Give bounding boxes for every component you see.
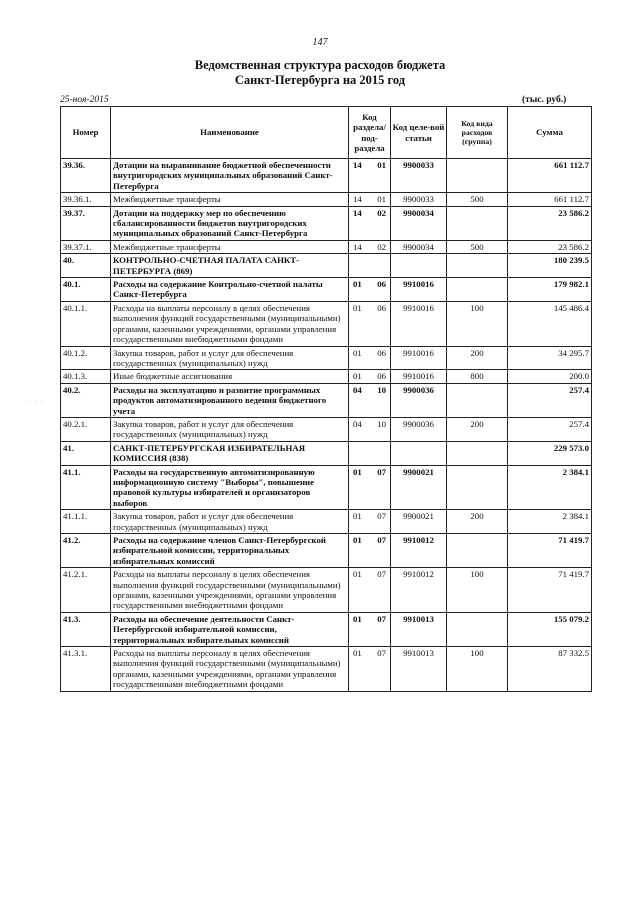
- row-expense-kind: [447, 534, 508, 568]
- budget-table: [60, 106, 592, 692]
- row-target-code: 9900021: [391, 465, 447, 510]
- table-row: [61, 465, 592, 510]
- row-name: Расходы на выплаты персоналу в целях обеспечения выполнения функций государственными (муниципальными) органами, казенными учреждениями, органами управления государственными внебюджетными фондами: [111, 568, 349, 613]
- row-number: 40.2.: [61, 383, 111, 417]
- row-expense-kind: 100: [447, 647, 508, 692]
- row-sum: 661 112.7: [508, 159, 592, 193]
- row-expense-kind: 500: [447, 193, 508, 206]
- document-title: [0, 58, 640, 88]
- subsection-code: 07: [377, 466, 386, 477]
- table-row: [61, 206, 592, 240]
- row-section-code: [349, 254, 391, 278]
- row-target-code: 9910012: [391, 534, 447, 568]
- row-section-code: [349, 568, 391, 613]
- subsection-code: 07: [377, 569, 386, 580]
- row-expense-kind: 500: [447, 240, 508, 253]
- row-name: Расходы на содержание членов Санкт-Петербургской избирательной комиссии, территориальных избирательных комиссий: [111, 534, 349, 568]
- section-code: 04: [353, 418, 362, 429]
- row-name: Расходы на обеспечение деятельности Санкт-Петербургской избирательной комиссии, территориальных избирательных комиссий: [111, 612, 349, 646]
- title-line-2: Санкт-Петербурга на 2015 год: [234, 73, 406, 87]
- row-sum: 87 332.5: [508, 647, 592, 692]
- row-sum: 71 419.7: [508, 568, 592, 613]
- subsection-code: 07: [377, 613, 386, 624]
- row-section-code: [349, 647, 391, 692]
- row-sum: 179 982.1: [508, 278, 592, 302]
- row-sum: 155 079.2: [508, 612, 592, 646]
- row-expense-kind: 200: [447, 346, 508, 370]
- table-row: [61, 510, 592, 534]
- row-name: САНКТ-ПЕТЕРБУРГСКАЯ ИЗБИРАТЕЛЬНАЯ КОМИССИЯ (838): [111, 441, 349, 465]
- table-row: [61, 278, 592, 302]
- subsection-code: 06: [377, 279, 386, 290]
- table-row: [61, 254, 592, 278]
- row-section-code: [349, 370, 391, 383]
- row-sum: 229 573.0: [508, 441, 592, 465]
- row-number: 41.: [61, 441, 111, 465]
- subsection-code: 02: [377, 241, 386, 252]
- section-code: 01: [353, 511, 362, 522]
- row-expense-kind: 800: [447, 370, 508, 383]
- section-code: 01: [353, 648, 362, 659]
- row-expense-kind: [447, 159, 508, 193]
- row-number: 40.1.: [61, 278, 111, 302]
- title-line-1: Ведомственная структура расходов бюджета: [194, 58, 446, 72]
- section-code: 01: [353, 535, 362, 545]
- table-header-row: [61, 107, 592, 159]
- row-section-code: [349, 534, 391, 568]
- subsection-code: 06: [377, 347, 386, 358]
- row-name: Расходы на государственную автоматизированную информационную систему "Выборы", повышение правовой культуры избирателей и организаторов выборов: [111, 465, 349, 510]
- row-sum: 200.0: [508, 370, 592, 383]
- row-target-code: [391, 441, 447, 465]
- section-code: 01: [353, 302, 362, 313]
- row-target-code: 9910016: [391, 370, 447, 383]
- row-target-code: 9910016: [391, 346, 447, 370]
- row-sum: 23 586.2: [508, 206, 592, 240]
- row-name: Межбюджетные трансферты: [111, 193, 349, 206]
- row-expense-kind: [447, 254, 508, 278]
- row-target-code: 9910012: [391, 568, 447, 613]
- header-sum: Сумма: [508, 107, 592, 159]
- subsection-code: 07: [377, 511, 386, 522]
- row-section-code: [349, 301, 391, 346]
- row-section-code: [349, 383, 391, 417]
- section-code: 01: [353, 371, 362, 382]
- row-name: Дотации на выравнивание бюджетной обеспеченности внутригородских муниципальных образований Санкт-Петербурга: [111, 159, 349, 193]
- row-sum: 180 239.5: [508, 254, 592, 278]
- row-section-code: [349, 465, 391, 510]
- table-row: [61, 417, 592, 441]
- row-target-code: 9900036: [391, 383, 447, 417]
- row-target-code: 9900021: [391, 510, 447, 534]
- row-target-code: [391, 254, 447, 278]
- row-name: Закупка товаров, работ и услуг для обеспечения государственных (муниципальных) нужд: [111, 346, 349, 370]
- row-sum: 661 112.7: [508, 193, 592, 206]
- section-code: 14: [353, 241, 362, 252]
- table-row: [61, 301, 592, 346]
- row-expense-kind: 200: [447, 510, 508, 534]
- section-code: 01: [353, 347, 362, 358]
- row-number: 40.1.2.: [61, 346, 111, 370]
- row-section-code: [349, 441, 391, 465]
- row-section-code: [349, 346, 391, 370]
- section-code: 01: [353, 279, 362, 290]
- subsection-code: 02: [377, 207, 386, 218]
- table-row: [61, 612, 592, 646]
- subsection-code: 07: [377, 648, 386, 659]
- row-name: Дотации на поддержку мер по обеспечению сбалансированности бюджетов внутригородских муниципальных образований Санкт-Петербурга: [111, 206, 349, 240]
- row-expense-kind: [447, 441, 508, 465]
- subsection-code: 10: [377, 384, 386, 395]
- header-section-code: Код раздела/ под-раздела: [349, 107, 391, 159]
- row-name: Расходы на содержание Контрольно-счетной палаты Санкт-Петербурга: [111, 278, 349, 302]
- section-code: 14: [353, 194, 362, 205]
- subsection-code: 01: [377, 160, 386, 170]
- row-expense-kind: [447, 465, 508, 510]
- row-name: Иные бюджетные ассигнования: [111, 370, 349, 383]
- table-row: [61, 346, 592, 370]
- row-number: 39.37.: [61, 206, 111, 240]
- row-name: Расходы на эксплуатацию и развитие программных продуктов автоматизированного ведения бюджетного учета: [111, 383, 349, 417]
- subsection-code: 07: [377, 535, 386, 545]
- subsection-code: 06: [377, 302, 386, 313]
- row-sum: 2 384.1: [508, 510, 592, 534]
- page-number: 147: [312, 37, 328, 48]
- row-section-code: [349, 278, 391, 302]
- row-number: 40.1.3.: [61, 370, 111, 383]
- row-section-code: [349, 417, 391, 441]
- row-number: 41.2.1.: [61, 568, 111, 613]
- row-name: Закупка товаров, работ и услуг для обеспечения государственных (муниципальных) нужд: [111, 510, 349, 534]
- header-target-code: Код целе-вой статьи: [391, 107, 447, 159]
- row-section-code: [349, 612, 391, 646]
- table-row: [61, 193, 592, 206]
- row-target-code: 9900034: [391, 240, 447, 253]
- table-row: [61, 159, 592, 193]
- row-expense-kind: 200: [447, 417, 508, 441]
- section-code: 01: [353, 466, 362, 477]
- row-section-code: [349, 510, 391, 534]
- table-row: [61, 240, 592, 253]
- subsection-code: 01: [377, 194, 386, 205]
- row-sum: 2 384.1: [508, 465, 592, 510]
- row-name: Закупка товаров, работ и услуг для обеспечения государственных (муниципальных) нужд: [111, 417, 349, 441]
- header-expense-kind: Код вида расходов (группа): [447, 107, 508, 159]
- row-name: Расходы на выплаты персоналу в целях обеспечения выполнения функций государственными (муниципальными) органами, казенными учреждениями, органами управления государственными внебюджетными фондами: [111, 647, 349, 692]
- row-target-code: 9900033: [391, 193, 447, 206]
- row-section-code: [349, 159, 391, 193]
- row-number: 39.36.1.: [61, 193, 111, 206]
- row-expense-kind: [447, 206, 508, 240]
- section-code: 14: [353, 160, 362, 170]
- row-sum: 23 586.2: [508, 240, 592, 253]
- units-label: (тыс. руб.): [522, 95, 567, 105]
- table-row: [61, 647, 592, 692]
- row-sum: 145 486.4: [508, 301, 592, 346]
- row-number: 41.1.1.: [61, 510, 111, 534]
- row-sum: 257.4: [508, 383, 592, 417]
- row-expense-kind: [447, 612, 508, 646]
- row-sum: 34 295.7: [508, 346, 592, 370]
- row-name: Межбюджетные трансферты: [111, 240, 349, 253]
- row-number: 41.3.1.: [61, 647, 111, 692]
- table-row: [61, 534, 592, 568]
- row-expense-kind: [447, 278, 508, 302]
- row-target-code: 9900033: [391, 159, 447, 193]
- row-target-code: 9910013: [391, 612, 447, 646]
- table-row: [61, 383, 592, 417]
- scan-smudge: · · ·: [28, 398, 44, 406]
- row-number: 41.3.: [61, 612, 111, 646]
- section-code: 01: [353, 569, 362, 580]
- table-body: [61, 159, 592, 692]
- section-code: 04: [353, 384, 362, 395]
- row-target-code: 9910016: [391, 301, 447, 346]
- row-expense-kind: [447, 383, 508, 417]
- row-section-code: [349, 206, 391, 240]
- row-name: Расходы на выплаты персоналу в целях обеспечения выполнения функций государственными (муниципальными) органами, казенными учреждениями, органами управления государственными внебюджетными фондами: [111, 301, 349, 346]
- row-target-code: 9910016: [391, 278, 447, 302]
- header-number: Номер: [61, 107, 111, 159]
- section-code: 01: [353, 613, 362, 624]
- table-row: [61, 568, 592, 613]
- row-section-code: [349, 240, 391, 253]
- print-date: 25-ноя-2015: [60, 95, 109, 105]
- table-row: [61, 370, 592, 383]
- row-number: 41.1.: [61, 465, 111, 510]
- row-target-code: 9910013: [391, 647, 447, 692]
- row-number: 40.1.1.: [61, 301, 111, 346]
- row-name: КОНТРОЛЬНО-СЧЕТНАЯ ПАЛАТА САНКТ-ПЕТЕРБУРГА (869): [111, 254, 349, 278]
- row-expense-kind: 100: [447, 301, 508, 346]
- row-number: 41.2.: [61, 534, 111, 568]
- row-number: 40.: [61, 254, 111, 278]
- row-target-code: 9900036: [391, 417, 447, 441]
- table-row: [61, 441, 592, 465]
- row-number: 39.36.: [61, 159, 111, 193]
- row-section-code: [349, 193, 391, 206]
- row-sum: 257.4: [508, 417, 592, 441]
- row-target-code: 9900034: [391, 206, 447, 240]
- row-number: 40.2.1.: [61, 417, 111, 441]
- subsection-code: 10: [377, 418, 386, 429]
- section-code: 14: [353, 207, 362, 218]
- subsection-code: 06: [377, 371, 386, 382]
- row-sum: 71 419.7: [508, 534, 592, 568]
- header-name: Наименование: [111, 107, 349, 159]
- row-expense-kind: 100: [447, 568, 508, 613]
- row-number: 39.37.1.: [61, 240, 111, 253]
